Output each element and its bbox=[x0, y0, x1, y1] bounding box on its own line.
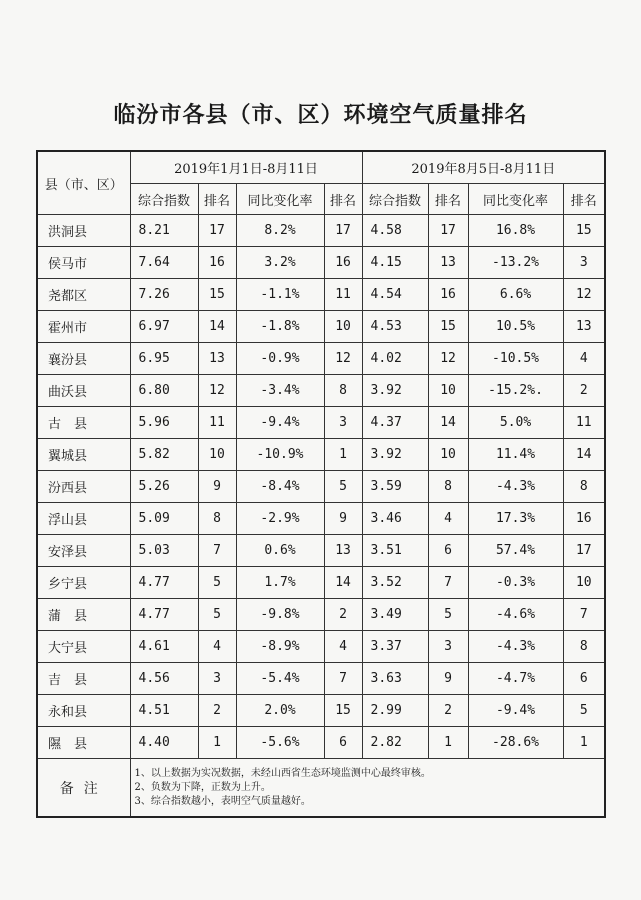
county-cell: 洪洞县 bbox=[37, 215, 130, 247]
p1-index-cell: 4.51 bbox=[130, 695, 198, 727]
p1-change-cell: -8.9% bbox=[236, 631, 324, 663]
p2-change-rank-cell: 3 bbox=[563, 247, 605, 279]
p1-change-cell: -5.6% bbox=[236, 727, 324, 759]
table-row bbox=[37, 695, 605, 727]
p1-change-rank-cell: 10 bbox=[324, 311, 362, 343]
p2-change-cell: 17.3% bbox=[468, 503, 563, 535]
p1-change-rank-cell: 1 bbox=[324, 439, 362, 471]
p2-index-cell: 2.82 bbox=[362, 727, 428, 759]
p1-index-cell: 5.09 bbox=[130, 503, 198, 535]
p1-change-rank-cell: 14 bbox=[324, 567, 362, 599]
table-row bbox=[37, 439, 605, 471]
county-cell: 尧都区 bbox=[37, 279, 130, 311]
p1-change-cell: -9.4% bbox=[236, 407, 324, 439]
p2-change-rank-cell: 17 bbox=[563, 535, 605, 567]
county-cell: 安泽县 bbox=[37, 535, 130, 567]
p2-index-cell: 3.37 bbox=[362, 631, 428, 663]
p1-index-cell: 5.03 bbox=[130, 535, 198, 567]
p1-rank-cell: 12 bbox=[198, 375, 236, 407]
p2-change-cell: 6.6% bbox=[468, 279, 563, 311]
p1-change-cell: 3.2% bbox=[236, 247, 324, 279]
p1-change-cell: -9.8% bbox=[236, 599, 324, 631]
p1-change-cell: 1.7% bbox=[236, 567, 324, 599]
p1-change-rank-cell: 7 bbox=[324, 663, 362, 695]
county-cell: 古 县 bbox=[37, 407, 130, 439]
p1-rank-cell: 16 bbox=[198, 247, 236, 279]
p1-index-cell: 5.82 bbox=[130, 439, 198, 471]
p1-rank-cell: 17 bbox=[198, 215, 236, 247]
p2-change-cell: -28.6% bbox=[468, 727, 563, 759]
p1-rank-cell: 14 bbox=[198, 311, 236, 343]
p1-change-rank-cell: 13 bbox=[324, 535, 362, 567]
county-cell: 乡宁县 bbox=[37, 567, 130, 599]
p2-rank-cell: 14 bbox=[428, 407, 468, 439]
period2-header: 2019年8月5日-8月11日 bbox=[362, 151, 605, 184]
p1-change-rank-cell: 5 bbox=[324, 471, 362, 503]
p1-change-cell: -0.9% bbox=[236, 343, 324, 375]
p2-index-cell: 3.92 bbox=[362, 375, 428, 407]
p2-change-rank-cell: 6 bbox=[563, 663, 605, 695]
p2-change-cell: -4.6% bbox=[468, 599, 563, 631]
p2-change-cell: -10.5% bbox=[468, 343, 563, 375]
p2-rank-cell: 6 bbox=[428, 535, 468, 567]
table-row bbox=[37, 279, 605, 311]
p1-change-rank-cell: 8 bbox=[324, 375, 362, 407]
p2-change-cell: 10.5% bbox=[468, 311, 563, 343]
p2-rank-cell: 7 bbox=[428, 567, 468, 599]
p2-change-cell: 16.8% bbox=[468, 215, 563, 247]
notes-body bbox=[130, 759, 605, 818]
p1-rank-cell: 8 bbox=[198, 503, 236, 535]
p2-change-cell: -15.2%. bbox=[468, 375, 563, 407]
p2-change-rank-cell: 7 bbox=[563, 599, 605, 631]
p1-rank-cell: 1 bbox=[198, 727, 236, 759]
p2-index-cell: 3.51 bbox=[362, 535, 428, 567]
p2-change-rank-header: 排名 bbox=[563, 184, 605, 215]
county-cell: 侯马市 bbox=[37, 247, 130, 279]
p1-rank-cell: 3 bbox=[198, 663, 236, 695]
p2-rank-cell: 15 bbox=[428, 311, 468, 343]
p2-rank-cell: 10 bbox=[428, 375, 468, 407]
p2-change-rank-cell: 10 bbox=[563, 567, 605, 599]
p1-change-cell: -5.4% bbox=[236, 663, 324, 695]
p2-change-cell: 5.0% bbox=[468, 407, 563, 439]
p1-index-cell: 4.77 bbox=[130, 599, 198, 631]
p2-rank-header: 排名 bbox=[428, 184, 468, 215]
p2-change-rank-cell: 12 bbox=[563, 279, 605, 311]
p1-index-cell: 5.26 bbox=[130, 471, 198, 503]
note-item: 2、负数为下降，正数为上升。 bbox=[134, 781, 271, 793]
p1-rank-cell: 9 bbox=[198, 471, 236, 503]
p2-index-cell: 4.02 bbox=[362, 343, 428, 375]
table-row bbox=[37, 599, 605, 631]
county-cell: 蒲 县 bbox=[37, 599, 130, 631]
p1-change-rank-cell: 3 bbox=[324, 407, 362, 439]
p1-change-rank-cell: 6 bbox=[324, 727, 362, 759]
p2-change-rank-cell: 13 bbox=[563, 311, 605, 343]
p2-index-cell: 3.49 bbox=[362, 599, 428, 631]
p2-index-cell: 3.46 bbox=[362, 503, 428, 535]
p2-change-cell: -13.2% bbox=[468, 247, 563, 279]
p1-index-cell: 6.97 bbox=[130, 311, 198, 343]
p2-rank-cell: 17 bbox=[428, 215, 468, 247]
p1-index-cell: 8.21 bbox=[130, 215, 198, 247]
county-cell: 霍州市 bbox=[37, 311, 130, 343]
p2-change-cell: -4.3% bbox=[468, 471, 563, 503]
p2-index-header: 综合指数 bbox=[362, 184, 428, 215]
p1-change-cell: 8.2% bbox=[236, 215, 324, 247]
p2-change-cell: 57.4% bbox=[468, 535, 563, 567]
p2-rank-cell: 2 bbox=[428, 695, 468, 727]
p1-change-cell: -1.8% bbox=[236, 311, 324, 343]
p1-change-cell: -8.4% bbox=[236, 471, 324, 503]
p2-index-cell: 3.59 bbox=[362, 471, 428, 503]
p2-change-rank-cell: 5 bbox=[563, 695, 605, 727]
county-cell: 浮山县 bbox=[37, 503, 130, 535]
p1-rank-cell: 4 bbox=[198, 631, 236, 663]
p1-index-cell: 4.56 bbox=[130, 663, 198, 695]
p2-change-rank-cell: 16 bbox=[563, 503, 605, 535]
p2-rank-cell: 1 bbox=[428, 727, 468, 759]
p1-rank-cell: 11 bbox=[198, 407, 236, 439]
note-item: 1、以上数据为实况数据，未经山西省生态环境监测中心最终审核。 bbox=[134, 767, 431, 779]
p1-change-rank-cell: 4 bbox=[324, 631, 362, 663]
p1-index-header: 综合指数 bbox=[130, 184, 198, 215]
county-cell: 汾西县 bbox=[37, 471, 130, 503]
p1-rank-cell: 5 bbox=[198, 567, 236, 599]
p2-rank-cell: 13 bbox=[428, 247, 468, 279]
p1-change-header: 同比变化率 bbox=[236, 184, 324, 215]
p2-change-rank-cell: 11 bbox=[563, 407, 605, 439]
p1-change-rank-header: 排名 bbox=[324, 184, 362, 215]
county-cell: 永和县 bbox=[37, 695, 130, 727]
table-row bbox=[37, 343, 605, 375]
p1-change-cell: -3.4% bbox=[236, 375, 324, 407]
p2-change-cell: 11.4% bbox=[468, 439, 563, 471]
p2-change-rank-cell: 15 bbox=[563, 215, 605, 247]
table-row bbox=[37, 663, 605, 695]
p1-rank-cell: 15 bbox=[198, 279, 236, 311]
p2-rank-cell: 16 bbox=[428, 279, 468, 311]
p2-change-rank-cell: 14 bbox=[563, 439, 605, 471]
county-cell: 翼城县 bbox=[37, 439, 130, 471]
p2-change-cell: -4.3% bbox=[468, 631, 563, 663]
p2-change-cell: -9.4% bbox=[468, 695, 563, 727]
county-column-header: 县（市、区） bbox=[37, 151, 130, 215]
table-row bbox=[37, 247, 605, 279]
p1-rank-header: 排名 bbox=[198, 184, 236, 215]
p1-index-cell: 7.64 bbox=[130, 247, 198, 279]
p1-index-cell: 4.77 bbox=[130, 567, 198, 599]
county-cell: 曲沃县 bbox=[37, 375, 130, 407]
table-row bbox=[37, 535, 605, 567]
p1-change-rank-cell: 11 bbox=[324, 279, 362, 311]
p1-rank-cell: 13 bbox=[198, 343, 236, 375]
table-row bbox=[37, 727, 605, 759]
p1-change-cell: 2.0% bbox=[236, 695, 324, 727]
p2-rank-cell: 8 bbox=[428, 471, 468, 503]
table-body bbox=[37, 215, 605, 759]
p2-change-rank-cell: 4 bbox=[563, 343, 605, 375]
p2-index-cell: 4.53 bbox=[362, 311, 428, 343]
p2-change-rank-cell: 8 bbox=[563, 471, 605, 503]
p1-rank-cell: 10 bbox=[198, 439, 236, 471]
p1-index-cell: 4.61 bbox=[130, 631, 198, 663]
table-row bbox=[37, 311, 605, 343]
county-cell: 大宁县 bbox=[37, 631, 130, 663]
p1-index-cell: 6.80 bbox=[130, 375, 198, 407]
p1-change-rank-cell: 17 bbox=[324, 215, 362, 247]
p2-change-cell: -4.7% bbox=[468, 663, 563, 695]
note-item: 3、综合指数越小，表明空气质量越好。 bbox=[134, 795, 311, 807]
p2-index-cell: 2.99 bbox=[362, 695, 428, 727]
p2-index-cell: 4.37 bbox=[362, 407, 428, 439]
p2-change-rank-cell: 8 bbox=[563, 631, 605, 663]
p1-index-cell: 7.26 bbox=[130, 279, 198, 311]
p2-index-cell: 4.58 bbox=[362, 215, 428, 247]
table-row bbox=[37, 631, 605, 663]
p1-change-rank-cell: 2 bbox=[324, 599, 362, 631]
p1-rank-cell: 7 bbox=[198, 535, 236, 567]
p1-change-rank-cell: 9 bbox=[324, 503, 362, 535]
p1-change-cell: -10.9% bbox=[236, 439, 324, 471]
p1-index-cell: 6.95 bbox=[130, 343, 198, 375]
p2-rank-cell: 9 bbox=[428, 663, 468, 695]
p2-index-cell: 3.52 bbox=[362, 567, 428, 599]
p2-index-cell: 4.54 bbox=[362, 279, 428, 311]
period1-header: 2019年1月1日-8月11日 bbox=[130, 151, 362, 184]
p2-rank-cell: 5 bbox=[428, 599, 468, 631]
p2-rank-cell: 3 bbox=[428, 631, 468, 663]
table-row bbox=[37, 407, 605, 439]
county-cell: 隰 县 bbox=[37, 727, 130, 759]
p2-index-cell: 3.63 bbox=[362, 663, 428, 695]
table-row bbox=[37, 503, 605, 535]
p1-change-rank-cell: 12 bbox=[324, 343, 362, 375]
p2-index-cell: 4.15 bbox=[362, 247, 428, 279]
p2-change-header: 同比变化率 bbox=[468, 184, 563, 215]
county-cell: 吉 县 bbox=[37, 663, 130, 695]
page-title: 临汾市各县（市、区）环境空气质量排名 bbox=[113, 103, 528, 128]
table-row bbox=[37, 375, 605, 407]
ranking-table bbox=[36, 150, 606, 818]
p1-change-rank-cell: 15 bbox=[324, 695, 362, 727]
p1-change-cell: 0.6% bbox=[236, 535, 324, 567]
notes-label: 备注 bbox=[37, 759, 130, 818]
p1-rank-cell: 5 bbox=[198, 599, 236, 631]
p1-change-cell: -2.9% bbox=[236, 503, 324, 535]
p2-index-cell: 3.92 bbox=[362, 439, 428, 471]
p1-rank-cell: 2 bbox=[198, 695, 236, 727]
county-cell: 襄汾县 bbox=[37, 343, 130, 375]
table-row bbox=[37, 567, 605, 599]
p2-rank-cell: 4 bbox=[428, 503, 468, 535]
p2-rank-cell: 12 bbox=[428, 343, 468, 375]
p2-change-rank-cell: 2 bbox=[563, 375, 605, 407]
p2-rank-cell: 10 bbox=[428, 439, 468, 471]
p2-change-cell: -0.3% bbox=[468, 567, 563, 599]
p1-change-rank-cell: 16 bbox=[324, 247, 362, 279]
table-row bbox=[37, 471, 605, 503]
p1-change-cell: -1.1% bbox=[236, 279, 324, 311]
table-row bbox=[37, 215, 605, 247]
p1-index-cell: 5.96 bbox=[130, 407, 198, 439]
p2-change-rank-cell: 1 bbox=[563, 727, 605, 759]
p1-index-cell: 4.40 bbox=[130, 727, 198, 759]
